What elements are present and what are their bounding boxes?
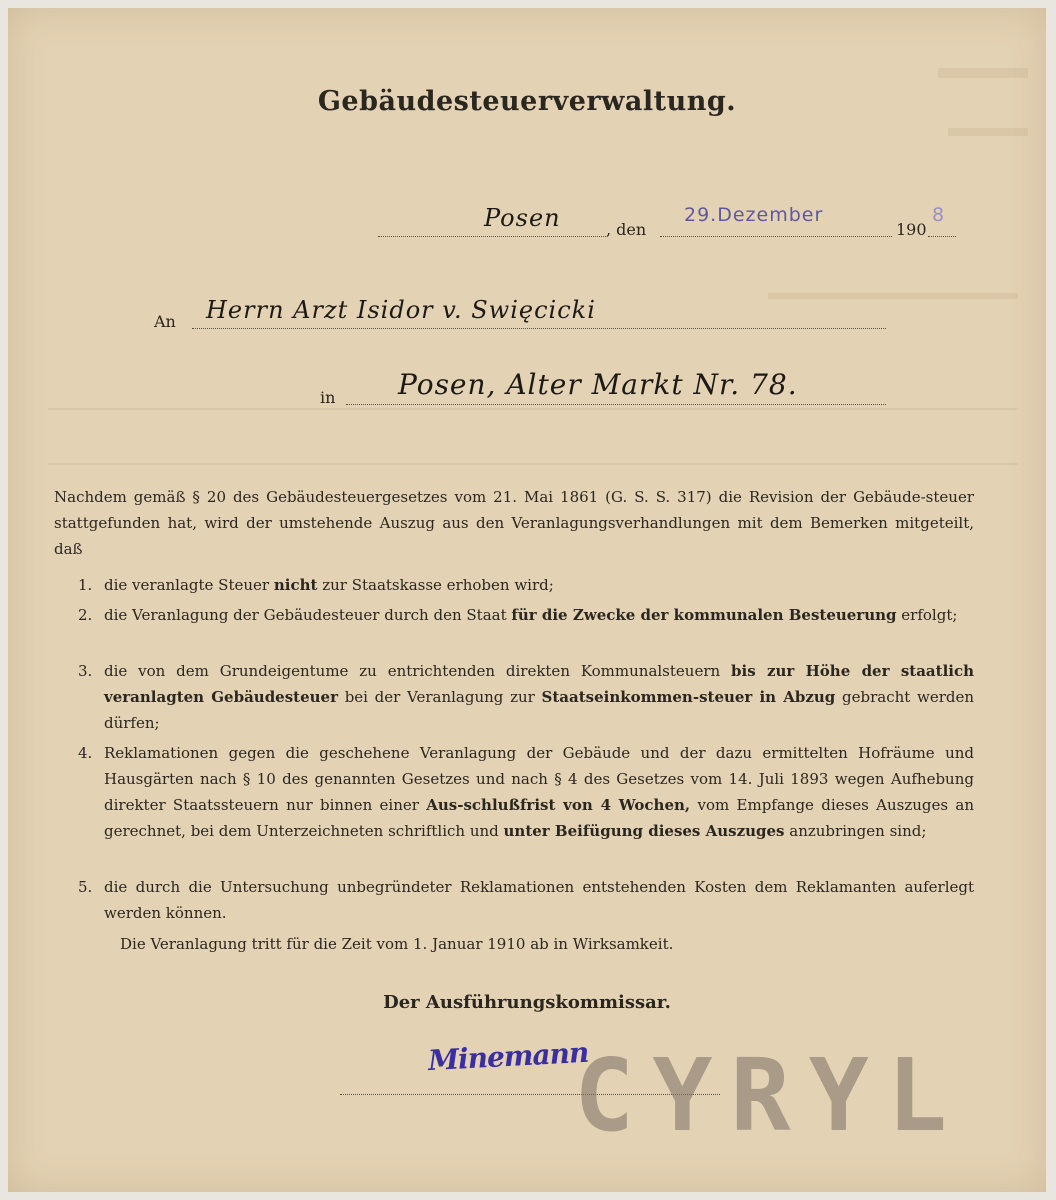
condition-text: zur Staatskasse erhoben wird;: [317, 576, 554, 594]
condition-emphasis: bis zur Höhe der staatlich veranlagten Gebäudesteuer: [104, 662, 975, 706]
document-title: Gebäudesteuerverwaltung.: [317, 86, 737, 117]
condition-text: die von dem Grundeigentume zu entrichtenden direkten Kommunalsteuern: [104, 662, 732, 680]
condition-text: Reklamationen gegen die geschehene Veranlagung der Gebäude und der dazu ermittelten Hofräume und Hausgärten nach § 10 des genannten Gesetzes und nach § 4 des Gesetzes vom 14. Juli 1893 wegen Aufhebung direkter Staatssteuern nur binnen einer: [104, 744, 974, 814]
recipient-name-handwritten: Herrn Arzt Isidor v. Swięcicki: [206, 296, 596, 324]
date-dotted-line: [660, 236, 892, 237]
effective-date-text: Die Veranlagung tritt für die Zeit vom 1. Januar 1910 ab in Wirksamkeit.: [120, 935, 674, 953]
condition-text: bei der Veranlagung zur: [338, 688, 542, 706]
address-handwritten: Posen, Alter Markt Nr. 78.: [398, 368, 798, 401]
condition-text: erfolgt;: [896, 606, 958, 624]
address-dotted-line: [346, 404, 886, 405]
watermark-logo: CYRYL: [574, 1037, 966, 1154]
condition-number: 5.: [78, 878, 93, 896]
condition-number: 2.: [78, 606, 93, 624]
place-handwritten: Posen: [484, 204, 561, 232]
den-label: , den: [606, 220, 647, 239]
intro-paragraph: Nachdem gemäß § 20 des Gebäudesteuergesetzes vom 21. Mai 1861 (G. S. S. 317) die Revision der Gebäude-steuer stattgefunden hat, wird der umstehende Auszug aus den Veranlagungsverhandlungen mit dem Bemerken mitgeteilt, daß: [54, 488, 974, 558]
condition-item: [78, 602, 974, 628]
condition-item: [78, 740, 974, 844]
condition-number: 4.: [78, 744, 93, 762]
year-prefix: 190: [896, 220, 927, 239]
condition-text: die Veranlagung der Gebäudesteuer durch den Staat: [104, 606, 512, 624]
an-label: An: [154, 312, 176, 331]
condition-emphasis: Staatseinkommen-steuer in Abzug: [541, 688, 836, 706]
condition-emphasis: nicht: [273, 576, 318, 594]
condition-number: 1.: [78, 576, 93, 594]
condition-item: [78, 658, 975, 736]
place-dotted-line: [378, 236, 606, 237]
date-stamp: 29.Dezember: [684, 204, 824, 226]
year-dotted-line: [928, 236, 956, 237]
year-suffix-stamp: 8: [932, 204, 946, 226]
condition-item: [78, 572, 974, 598]
handwritten-signature: Minemann: [427, 1035, 590, 1078]
show-through-mark: [948, 128, 1028, 136]
condition-text: vom Empfange dieses Auszuges an gerechnet, bei dem Unterzeichneten schriftlich und: [104, 796, 974, 840]
show-through-mark: [48, 463, 1018, 465]
show-through-mark: [938, 68, 1028, 78]
condition-text: die veranlagte Steuer: [104, 576, 274, 594]
condition-item: [78, 874, 974, 926]
condition-emphasis: Aus-schlußfrist von 4 Wochen,: [426, 796, 691, 814]
condition-number: 3.: [78, 662, 93, 680]
condition-text: gebracht werden dürfen;: [104, 688, 975, 732]
document-sheet: [8, 8, 1046, 1192]
in-label: in: [320, 388, 336, 407]
recipient-dotted-line: [192, 328, 886, 329]
condition-text: anzubringen sind;: [784, 822, 927, 840]
show-through-mark: [768, 293, 1018, 299]
show-through-mark: [48, 408, 1018, 410]
condition-text: die durch die Untersuchung unbegründeter Reklamationen entstehenden Kosten dem Reklamanten auferlegt werden können.: [104, 878, 974, 922]
condition-emphasis: für die Zwecke der kommunalen Besteuerung: [511, 606, 897, 624]
signer-title: Der Ausführungskommissar.: [383, 992, 671, 1013]
condition-emphasis: unter Beifügung dieses Auszuges: [503, 822, 785, 840]
